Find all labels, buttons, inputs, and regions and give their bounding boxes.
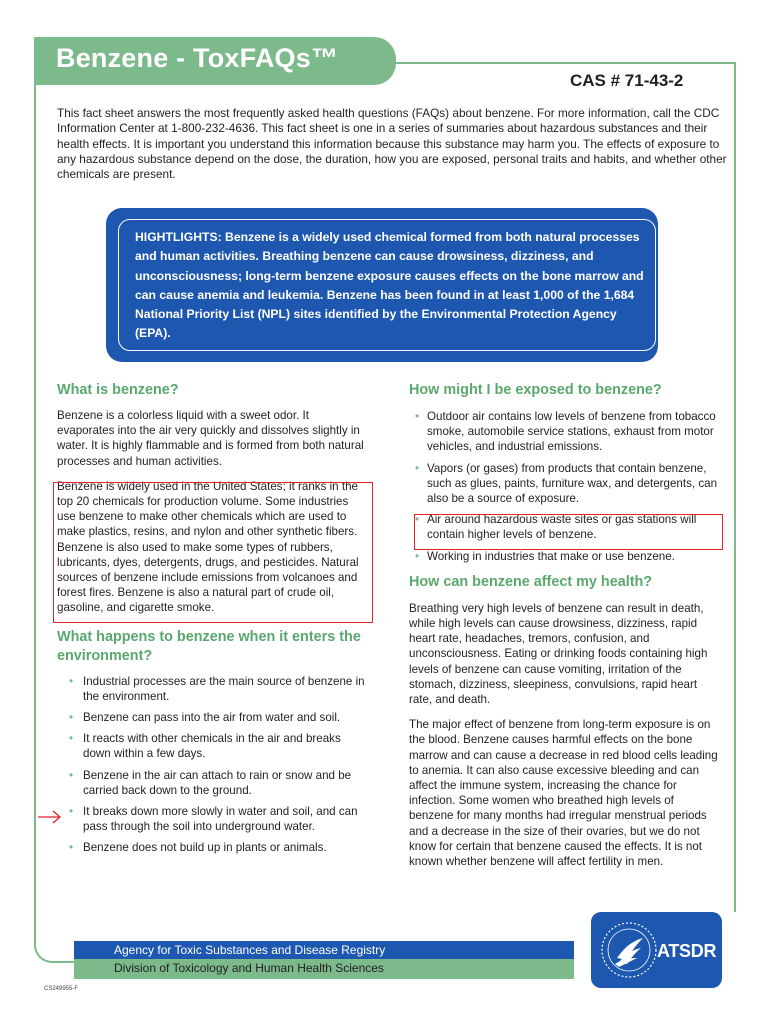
cas-number: CAS # 71-43-2 (570, 71, 684, 90)
hhs-seal-icon (599, 920, 659, 980)
environment-heading: What happens to benzene when it enters the environment? (57, 628, 361, 664)
frame-right-line (734, 62, 736, 912)
list-item: • It breaks down more slowly in water and soil, and can pass through the soil into underground water. (69, 805, 358, 834)
annotation-box-waste-sites (414, 514, 723, 550)
list-item: • Working in industries that make or use benzene. (415, 549, 675, 563)
environment-list (57, 674, 367, 856)
list-item: • Benzene can pass into the air from water and soil. (69, 711, 341, 725)
list-item: • Benzene in the air can attach to rain or snow and be carried back down to the ground. (69, 768, 352, 797)
what-is-paragraph-2: Benzene is widely used in the United States; it ranks in the top 20 chemicals for production volume. Some industries use benzene to make other chemicals which are used to make plastics, resins, and nylon and other synthetic fibers. Benzene is also used to make some types of rubbers, lubricants, dyes, detergents, drugs, and pesticides. Natural sources of benzene include emissions from volcanoes and forest fires. Benzene is also a natural part of crude oil, gasoline, and cigarette smoke. (57, 479, 359, 615)
highlights-label: HIGHTLIGHTS: (135, 230, 222, 244)
logo-text: ATSDR (657, 941, 717, 961)
highlights-box (106, 208, 658, 362)
document-code: CS249955-F (44, 986, 79, 992)
health-paragraph-1: Breathing very high levels of benzene can result in death, while high levels can cause drowsiness, dizziness, rapid heart rate, headaches, tremors, confusion, and unconsciousness. Eating or drinking foods containing high levels of benzene can cause vomiting, irritation of the stomach, dizziness, sleepiness, convulsions, rapid heart rate, and death. (409, 601, 708, 707)
footer-division: Division of Toxicology and Human Health Sciences (114, 961, 384, 975)
list-item: • Outdoor air contains low levels of benzene from tobacco smoke, automobile service stations, exhaust from motor vehicles, and industrial emissions. (415, 410, 716, 454)
frame-left-line (34, 62, 36, 942)
highlights-text: Benzene is a widely used chemical formed from both natural processes and human activities. Breathing benzene can cause drowsiness, dizziness, and unconsciousness; long-term benzene exposure causes effects on the bone marrow and can cause anemia and leukemia. Benzene has been found in at least 1,000 of the 1,684 National Priority List (NPL) sites identified by the Environmental Protection Agency (EPA). (135, 230, 644, 341)
exposure-heading: How might I be exposed to benzene? (409, 382, 662, 398)
list-item: • Air around hazardous waste sites or gas stations will contain higher levels of benzene. (415, 513, 697, 542)
title-tab (34, 37, 396, 85)
intro-paragraph: This fact sheet answers the most frequently asked health questions (FAQs) about benzene. For more information, call the CDC Information Center at 1-800-232-4636. This fact sheet is one in a series of summaries about hazardous substances and their health effects. It is important you understand this information because this substance may harm you. The effects of exposure to any hazardous substance depend on the dose, the duration, how you are exposed, personal traits and habits, and whether other chemicals are present. (57, 106, 727, 182)
list-item: • Benzene does not build up in plants or animals. (69, 841, 327, 855)
what-is-heading: What is benzene? (57, 382, 179, 398)
annotation-box-usage (53, 482, 373, 623)
footer-band (74, 941, 574, 979)
frame-corner (34, 925, 76, 963)
footer-agency: Agency for Toxic Substances and Disease Registry (114, 943, 386, 957)
page-title: Benzene - ToxFAQs™ (56, 43, 339, 73)
right-column (409, 381, 719, 869)
what-is-paragraph-1: Benzene is a colorless liquid with a sweet odor. It evaporates into the air very quickly and dissolves slightly in water. It is highly flammable and is formed from both natural processes and human activities. (57, 409, 364, 468)
atsdr-logo (591, 912, 722, 988)
annotation-arrow-icon (38, 810, 62, 824)
list-item: • Industrial processes are the main source of benzene in the environment. (69, 674, 365, 703)
list-item: • It reacts with other chemicals in the air and breaks down within a few days. (69, 732, 341, 761)
health-heading: How can benzene affect my health? (409, 573, 653, 590)
list-item: • Vapors (or gases) from products that contain benzene, such as glues, paints, furniture wax, and detergents, can also be a source of exposure. (415, 461, 718, 506)
health-paragraph-2: The major effect of benzene from long-term exposure is on the blood. Benzene causes harmful effects on the bone marrow and can cause a decrease in red blood cells leading to anemia. It can also cause excessive bleeding and can affect the immune system, increasing the chance for infection. Some women who breathed high levels of benzene for many months had irregular menstrual periods and a decrease in the size of their ovaries, but we do not know for certain that benzene caused the effects. It is not known whether benzene will affect fertility in men. (409, 718, 718, 869)
highlights-inner (118, 219, 656, 351)
